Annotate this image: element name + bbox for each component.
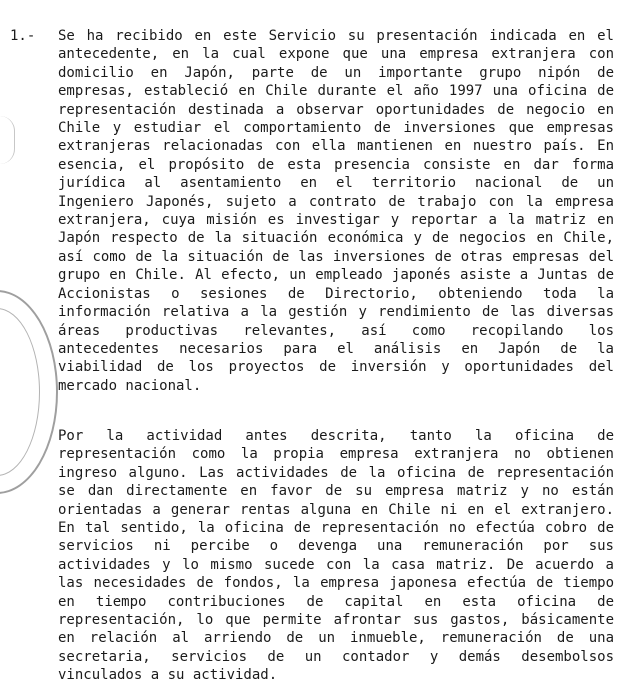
official-seal-stamp (0, 290, 58, 494)
paragraph-1: Se ha recibido en este Servicio su presentación indicada en el antecedente, en la cual expone que una empresa extranjera con domicilio en Japón, parte de un importante grupo nipón de empresas, estableció en Chile durante el año 1997 una oficina de representación destinada a observar oportunidades de negocio en Chile y estudiar el comportamiento de inversiones que empresas extranjeras relacionadas con ella mantienen en nuestro país. En esencia, el propósito de esta presencia consiste en dar forma jurídica al asentamiento en el territorio nacional de un Ingeniero Japonés, sujeto a contrato de trabajo con la empresa extranjera, cuya misión es investigar y reportar a la matriz en Japón respecto de la situación económica y de negocios en Chile, así como de la situación de las inversiones de otras empresas del grupo en Chile. Al efecto, un empleado japonés asiste a Juntas de Accionistas o sesiones de Directorio, obteniendo toda la información relativa a la gestión y rendimiento de las diversas áreas productivas relevantes, así como recopilando los antecedentes necesarios para el análisis en Japón de la viabilidad de los proyectos de inversión y oportunidades del mercado nacional. (58, 28, 614, 394)
margin-mark (0, 116, 15, 164)
paragraph-2: Por la actividad antes descrita, tanto la oficina de representación como la propia empresa extranjera no obtienen ingreso alguno. Las actividades de la oficina de representación se dan directamente en favor de su empresa matriz y no están orientadas a generar rentas alguna en Chile ni en el extranjero. En tal sentido, la oficina de representación no efectúa cobro de servicios ni percibe o devenga una remuneración por sus actividades y lo mismo sucede con la casa matriz. De acuerdo a las necesidades de fondos, la empresa japonesa efectúa de tiempo en tiempo contribuciones de capital en esta oficina de representación, lo que permite afrontar sus gastos, básicamente en relación al arriendo de un inmueble, remuneración de una secretaria, servicios de un contador y demás desembolsos vinculados a su actividad. (58, 428, 614, 684)
item-number: 1.- (10, 28, 36, 44)
